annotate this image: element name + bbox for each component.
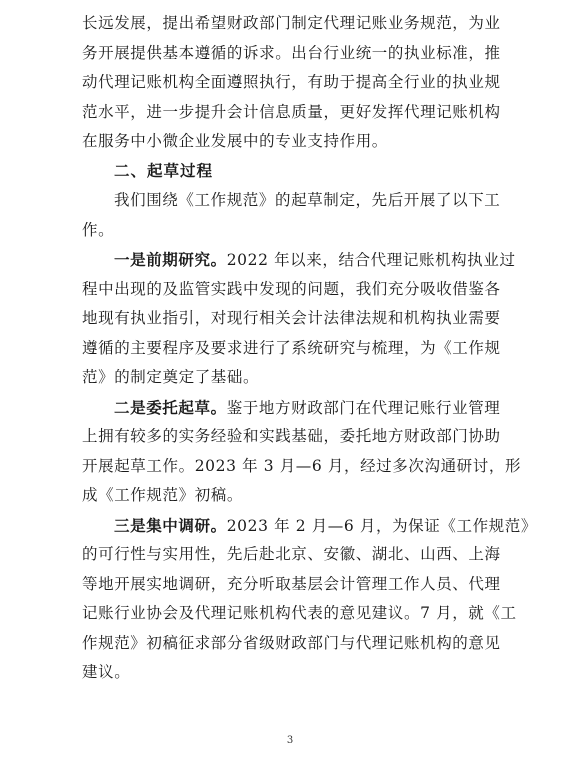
step-first-line: [82, 245, 516, 275]
text-line: 范水平，进一步提升会计信息质量，更好发挥代理记账机构: [82, 102, 501, 121]
step-lead: 二是委托起草。: [114, 397, 227, 417]
step-first-line: [82, 511, 537, 541]
paragraph-step-two: [82, 393, 522, 511]
step-first-line-text: 2023 年 2 月—6 月，为保证《工作规范》: [226, 516, 537, 535]
text-line: 作规范》初稿征求部分省级财政部门与代理记账机构的意见: [82, 633, 501, 652]
paragraph-overview: [82, 186, 502, 245]
text-line: 等地开展实地调研，充分听取基层会计管理工作人员、代理: [82, 574, 501, 593]
text-line: 务开展提供基本遵循的诉求。出台行业统一的执业标准，推: [82, 43, 501, 62]
step-lead: 一是前期研究。: [114, 250, 227, 269]
text-line: 开展起草工作。2023 年 3 月—6 月，经过多次沟通研讨，形: [82, 456, 522, 475]
text-line: 程中出现的及监管实践中发现的问题，我们充分吸收借鉴各: [82, 279, 501, 298]
text-line: 遵循的主要程序及要求进行了系统研究与梳理，为《工作规: [82, 338, 501, 357]
text-line: 成《工作规范》初稿。: [82, 486, 244, 504]
step-first-line-text: 2022 年以来，结合代理记账机构执业过: [226, 251, 516, 269]
text-line: 在服务中小微企业发展中的专业支持作用。: [82, 132, 388, 150]
page-number: 3: [286, 735, 294, 746]
text-line: 动代理记账机构全面遵照执行，有助于提高全行业的执业规: [82, 73, 501, 91]
text-line: 记账行业协会及代理记账机构代表的意见建议。7 月，就《工: [82, 604, 517, 622]
paragraph-intro: [82, 9, 502, 157]
text-line: 地现有执业指引，对现行相关会计法律法规和机构执业需要: [82, 309, 501, 327]
step-lead: 三是集中调研。: [114, 515, 227, 535]
text-line: 建议。: [82, 663, 131, 681]
text-line: 长远发展，提出希望财政部门制定代理记账业务规范，为业: [82, 14, 501, 32]
step-first-line: [82, 393, 502, 423]
text-line: 上拥有较多的实务经验和实践基础，委托地方财政部门协助: [82, 427, 501, 445]
paragraph-step-one: [82, 245, 516, 393]
section-heading: [82, 157, 502, 187]
text-line: 作。: [82, 220, 115, 239]
paragraph-step-three: [82, 511, 537, 688]
step-first-line-text: 鉴于地方财政部门在代理记账行业管理: [226, 398, 501, 417]
text-line: 的可行性与实用性，先后赴北京、安徽、湖北、山西、上海: [82, 545, 501, 563]
section-heading-text: 二、起草过程: [114, 161, 214, 180]
document-body: [82, 9, 537, 688]
text-line: 范》的制定奠定了基础。: [82, 368, 260, 386]
text-line: 我们围绕《工作规范》的起草制定，先后开展了以下工: [114, 191, 501, 209]
